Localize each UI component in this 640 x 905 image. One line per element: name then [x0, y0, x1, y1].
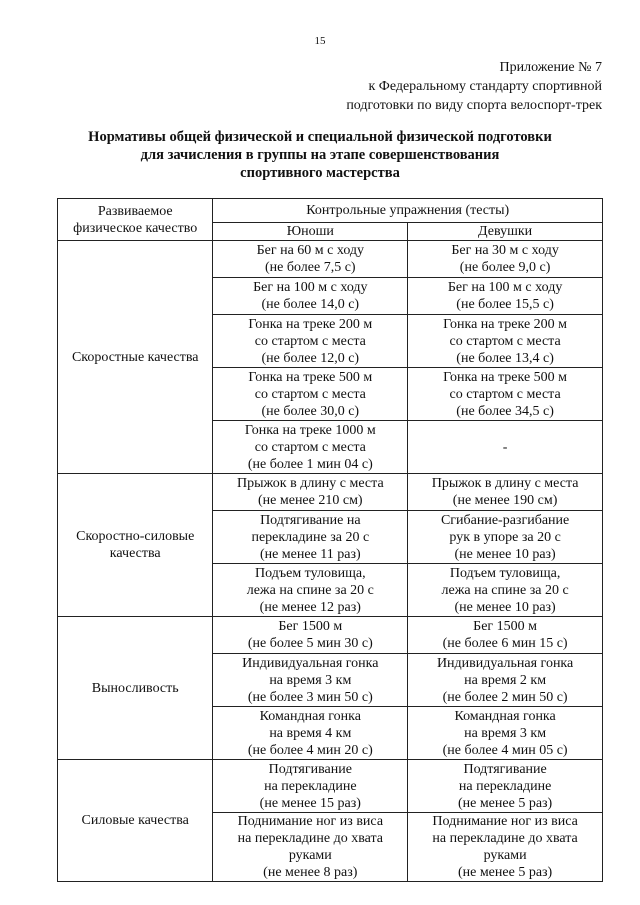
norms-table-body [58, 241, 603, 882]
girls-norm-text: на время 3 км [464, 725, 547, 741]
girls-norm-text: Индивидуальная гонка [436, 655, 574, 671]
boys-norm-text: Поднимание ног из виса [237, 814, 384, 829]
girls-norm-text: (не менее 190 см) [452, 493, 558, 508]
quality-cell [58, 760, 213, 882]
boys-norm-text: (не менее 12 раз) [259, 599, 361, 615]
boys-norm-text: Гонка на треке 500 м [248, 369, 373, 385]
boys-norm-cell [213, 654, 408, 707]
boys-norm-text: Подтягивание [268, 761, 352, 777]
boys-norm-text: Индивидуальная гонка [242, 655, 379, 671]
table-row [58, 241, 603, 278]
boys-norm-text: Подъем туловища, [255, 565, 366, 581]
boys-norm-text: (не менее 8 раз) [263, 865, 358, 880]
boys-norm-text: (не более 7,5 с) [265, 260, 356, 275]
table-row [58, 474, 603, 511]
header-quality-line-1: Развиваемое [97, 203, 173, 219]
girls-norm-text: (не более 9,0 с) [459, 260, 551, 275]
girls-norm-cell [408, 278, 603, 315]
girls-norm-text: (не более 15,5 с) [456, 297, 554, 312]
girls-norm-text: Поднимание ног из виса [432, 814, 578, 829]
appendix-standard: к Федеральному стандарту спортивной [368, 79, 602, 94]
boys-norm-text: (не более 1 мин 04 с) [247, 456, 373, 472]
boys-norm-text: Подтягивание на [260, 512, 361, 528]
title-line-3: спортивного мастерства [240, 165, 400, 181]
girls-norm-text: (не более 2 мин 50 с) [442, 689, 568, 705]
quality-label: качества [109, 546, 161, 561]
appendix-header [346, 58, 602, 115]
boys-norm-cell [213, 278, 408, 315]
girls-norm-cell [408, 241, 603, 278]
boys-norm-cell [213, 315, 408, 368]
boys-norm-cell [213, 760, 408, 813]
boys-norm-cell [213, 617, 408, 654]
girls-norm-cell [408, 813, 603, 882]
boys-norm-text: (не менее 15 раз) [259, 795, 361, 811]
girls-norm-cell [408, 421, 603, 474]
girls-norm-text: Бег на 30 м с ходу [451, 243, 559, 258]
boys-norm-cell [213, 707, 408, 760]
boys-norm-text: со стартом с места [254, 333, 366, 349]
table-row [58, 617, 603, 654]
quality-cell [58, 617, 213, 760]
boys-norm-text: на перекладине до хвата [237, 831, 383, 846]
quality-label: Выносливость [91, 680, 179, 696]
boys-norm-text: (не более 4 мин 20 с) [247, 742, 373, 758]
boys-norm-text: на время 4 км [269, 725, 352, 741]
boys-norm-text: Гонка на треке 200 м [248, 316, 373, 332]
boys-norm-text: Бег на 60 м с ходу [256, 243, 365, 258]
girls-norm-cell [408, 368, 603, 421]
girls-norm-text: (не менее 5 раз) [457, 795, 553, 811]
boys-norm-text: со стартом с места [254, 386, 366, 402]
boys-norm-text: (не более 30,0 с) [261, 403, 360, 419]
boys-norm-text: руками [288, 848, 332, 863]
boys-norm-text: на время 3 км [269, 672, 352, 688]
quality-label: Скоростно-силовые [76, 529, 195, 544]
header-girls: Девушки [408, 223, 603, 241]
girls-norm-text: Гонка на треке 200 м [443, 316, 568, 332]
girls-norm-text: на перекладине [458, 778, 552, 794]
appendix-number: Приложение № 7 [499, 60, 602, 75]
boys-norm-text: (не более 3 мин 50 с) [247, 689, 373, 705]
header-quality-line-2: физическое качество [73, 220, 198, 236]
boys-norm-text: Бег на 100 м с ходу [253, 280, 368, 295]
girls-norm-text: Бег 1500 м [473, 619, 538, 634]
boys-norm-text: на перекладине [264, 778, 357, 794]
girls-norm-cell [408, 511, 603, 564]
girls-norm-text: (не менее 10 раз) [454, 599, 556, 615]
norms-table [57, 198, 603, 882]
boys-norm-text: (не более 12,0 с) [261, 350, 360, 366]
boys-norm-cell [213, 368, 408, 421]
boys-norm-text: со стартом с места [254, 439, 366, 455]
girls-norm-text: (не более 34,5 с) [456, 403, 554, 419]
header-boys: Юноши [213, 223, 408, 241]
boys-norm-cell [213, 564, 408, 617]
boys-norm-text: Командная гонка [259, 708, 361, 724]
girls-norm-text: со стартом с места [449, 386, 561, 402]
girls-norm-text: Подъем туловища, [449, 565, 561, 581]
quality-label: Скоростные качества [71, 349, 199, 365]
page-number: 15 [314, 35, 326, 47]
girls-norm-cell [408, 564, 603, 617]
boys-norm-cell [213, 241, 408, 278]
table-row [58, 760, 603, 813]
quality-cell [58, 474, 213, 617]
boys-norm-text: (не более 5 мин 30 с) [247, 636, 373, 651]
quality-cell [58, 241, 213, 474]
title-line-1: Нормативы общей физической и специальной физической подготовки [88, 129, 552, 145]
girls-norm-text: (не более 4 мин 05 с) [442, 742, 568, 758]
document-title [40, 128, 600, 182]
girls-norm-text: на время 2 км [464, 672, 547, 688]
girls-norm-text: (не менее 10 раз) [454, 546, 556, 562]
boys-norm-text: Бег 1500 м [278, 619, 343, 634]
girls-norm-text: (не более 6 мин 15 с) [442, 636, 568, 651]
boys-norm-text: (не менее 11 раз) [259, 546, 361, 562]
boys-norm-text: перекладине за 20 с [251, 529, 370, 545]
girls-norm-text: Сгибание-разгибание [440, 512, 570, 528]
girls-norm-text: лежа на спине за 20 с [441, 582, 569, 598]
girls-norm-cell [408, 315, 603, 368]
quality-label: Силовые качества [81, 813, 189, 828]
boys-norm-cell [213, 474, 408, 511]
girls-norm-cell [408, 654, 603, 707]
girls-norm-cell [408, 707, 603, 760]
girls-norm-text: руками [483, 848, 527, 863]
girls-norm-text: рук в упоре за 20 с [449, 529, 561, 545]
title-line-2: для зачисления в группы на этапе совершенствования [140, 147, 500, 163]
boys-norm-text: (не более 14,0 с) [261, 297, 360, 312]
boys-norm-text: Гонка на треке 1000 м [244, 422, 376, 438]
girls-norm-cell [408, 474, 603, 511]
girls-norm-text: на перекладине до хвата [432, 831, 578, 846]
girls-norm-text: - [502, 439, 508, 455]
girls-norm-text: (не менее 5 раз) [457, 865, 553, 880]
girls-norm-text: Прыжок в длину с места [431, 476, 579, 491]
girls-norm-cell [408, 617, 603, 654]
header-quality [58, 199, 213, 241]
boys-norm-text: лежа на спине за 20 с [246, 582, 374, 598]
girls-norm-text: Бег на 100 м с ходу [447, 280, 563, 295]
appendix-sport: подготовки по виду спорта велоспорт-трек [346, 98, 602, 113]
girls-norm-text: (не более 13,4 с) [456, 350, 554, 366]
girls-norm-cell [408, 760, 603, 813]
header-tests: Контрольные упражнения (тесты) [213, 199, 603, 223]
boys-norm-cell [213, 813, 408, 882]
girls-norm-text: Командная гонка [454, 708, 556, 724]
girls-norm-text: Гонка на треке 500 м [443, 369, 568, 385]
boys-norm-cell [213, 511, 408, 564]
girls-norm-text: со стартом с места [449, 333, 561, 349]
boys-norm-cell [213, 421, 408, 474]
girls-norm-text: Подтягивание [463, 761, 547, 777]
boys-norm-text: (не менее 210 см) [258, 493, 363, 508]
boys-norm-text: Прыжок в длину с места [236, 476, 384, 491]
